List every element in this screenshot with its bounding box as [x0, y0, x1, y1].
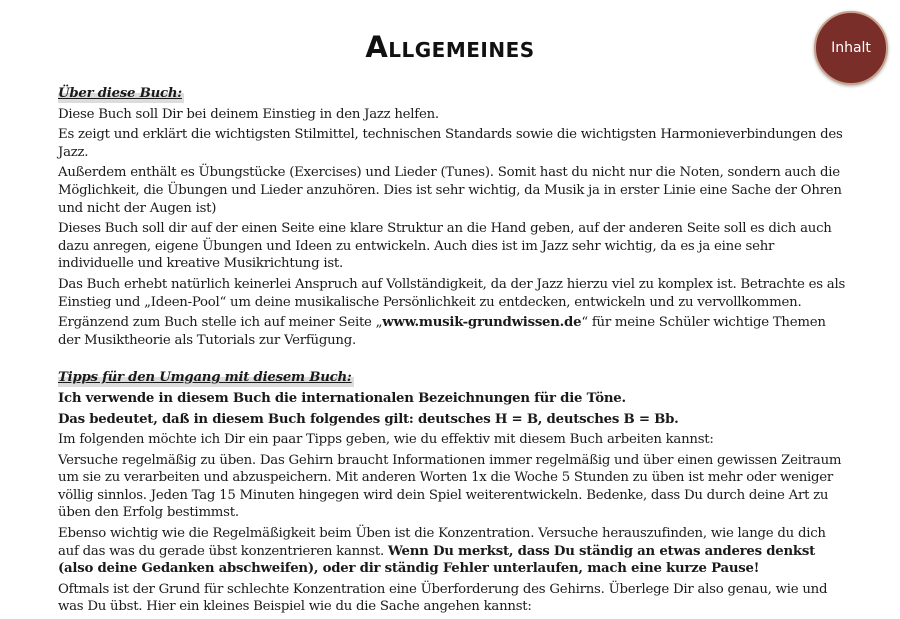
section-heading-about-book: Über diese Buch: — [58, 86, 182, 101]
paragraph — [58, 525, 848, 578]
paragraph: Versuche regelmäßig zu üben. Das Gehirn braucht Informationen immer regelmäßig und über einen gewissen Zeitraum um sie zu verarbeiten und abzuspeichern. Mit anderen Worten 1x die Woche 5 Stunden zu üben ist mehr oder weniger völlig sinnlos. Jeden Tag 15 Minuten hingegen wird dein Spiel weiterentwickeln. Bedenke, dass Du durch deine Art zu üben den Erfolg bestimmst. — [58, 452, 842, 521]
paragraph: Es zeigt und erklärt die wichtigsten Stilmittel, technischen Standards sowie die wichtigsten Harmonieverbindungen des Jazz. — [58, 127, 843, 160]
page-title: Allgemeines — [365, 30, 535, 64]
paragraph: Außerdem enthält es Übungstücke (Exercises) und Lieder (Tunes). Somit hast du nicht nur die Noten, sondern auch die Möglichkeit, die Übungen und Lieder anzuhören. Dies ist sehr wichtig, da Musik ja in erster Linie eine Sache der Ohren und nicht der Augen ist) — [58, 165, 842, 216]
paragraph: Dieses Buch soll dir auf der einen Seite eine klare Struktur an die Hand geben, auf der anderen Seite soll es dich auch dazu anregen, eigene Übungen und Ideen zu entwickeln. Auch dies ist im Jazz sehr wichtig, da es ja eine sehr individuelle und kreative Musikrichtung ist. — [58, 221, 832, 272]
paragraph-text: “ für meine Schüler wichtige Themen der Musiktheorie als Tutorials zur Verfügung. — [58, 315, 826, 348]
document-body — [58, 85, 848, 619]
contents-button[interactable]: Inhalt — [814, 11, 888, 85]
paragraph-text: Ebenso wichtig wie die Regelmäßigkeit beim Üben ist die Konzentration. Versuche herauszufinden, wie lange du dich auf das was du gerade übst konzentrieren kannst. — [58, 526, 826, 559]
notation-note: Ich verwende in diesem Buch die internationalen Bezeichnungen für die Töne. — [58, 390, 626, 406]
paragraph-website — [58, 314, 848, 349]
paragraph: Das Buch erhebt natürlich keinerlei Anspruch auf Vollständigkeit, da der Jazz hierzu viel zu komplex ist. Betrachte es als Einstieg und „Ideen-Pool“ um deine musikalische Persönlichkeit zu entdecken, entwickeln und zu vervollkommen. — [58, 276, 846, 310]
emphasis-text: Wenn Du merkst, dass Du ständig an etwas anderes denkst (also deine Gedanken abschweifen), oder dir ständig Fehler unterlaufen, mach eine kurze Pause! — [58, 543, 816, 577]
paragraph: Im folgenden möchte ich Dir ein paar Tipps geben, wie du effektiv mit diesem Buch arbeiten kannst: — [58, 432, 714, 448]
website-link[interactable]: www.musik-grundwissen.de — [382, 315, 582, 331]
paragraph-text: Ergänzend zum Buch stelle ich auf meiner Seite „ — [58, 315, 383, 331]
paragraph: Diese Buch soll Dir bei deinem Einstieg in den Jazz helfen. — [58, 106, 439, 122]
notation-note: Das bedeutet, daß in diesem Buch folgendes gilt: deutsches H = B, deutsches B = Bb. — [58, 411, 679, 427]
paragraph: Oftmals ist der Grund für schlechte Konzentration eine Überforderung des Gehirns. Überlege Dir also genau, wie und was Du übst. Hier ein kleines Beispiel wie du die Sache angehen kannst: — [58, 581, 828, 615]
section-heading-tips: Tipps für den Umgang mit diesem Buch: — [58, 370, 352, 386]
